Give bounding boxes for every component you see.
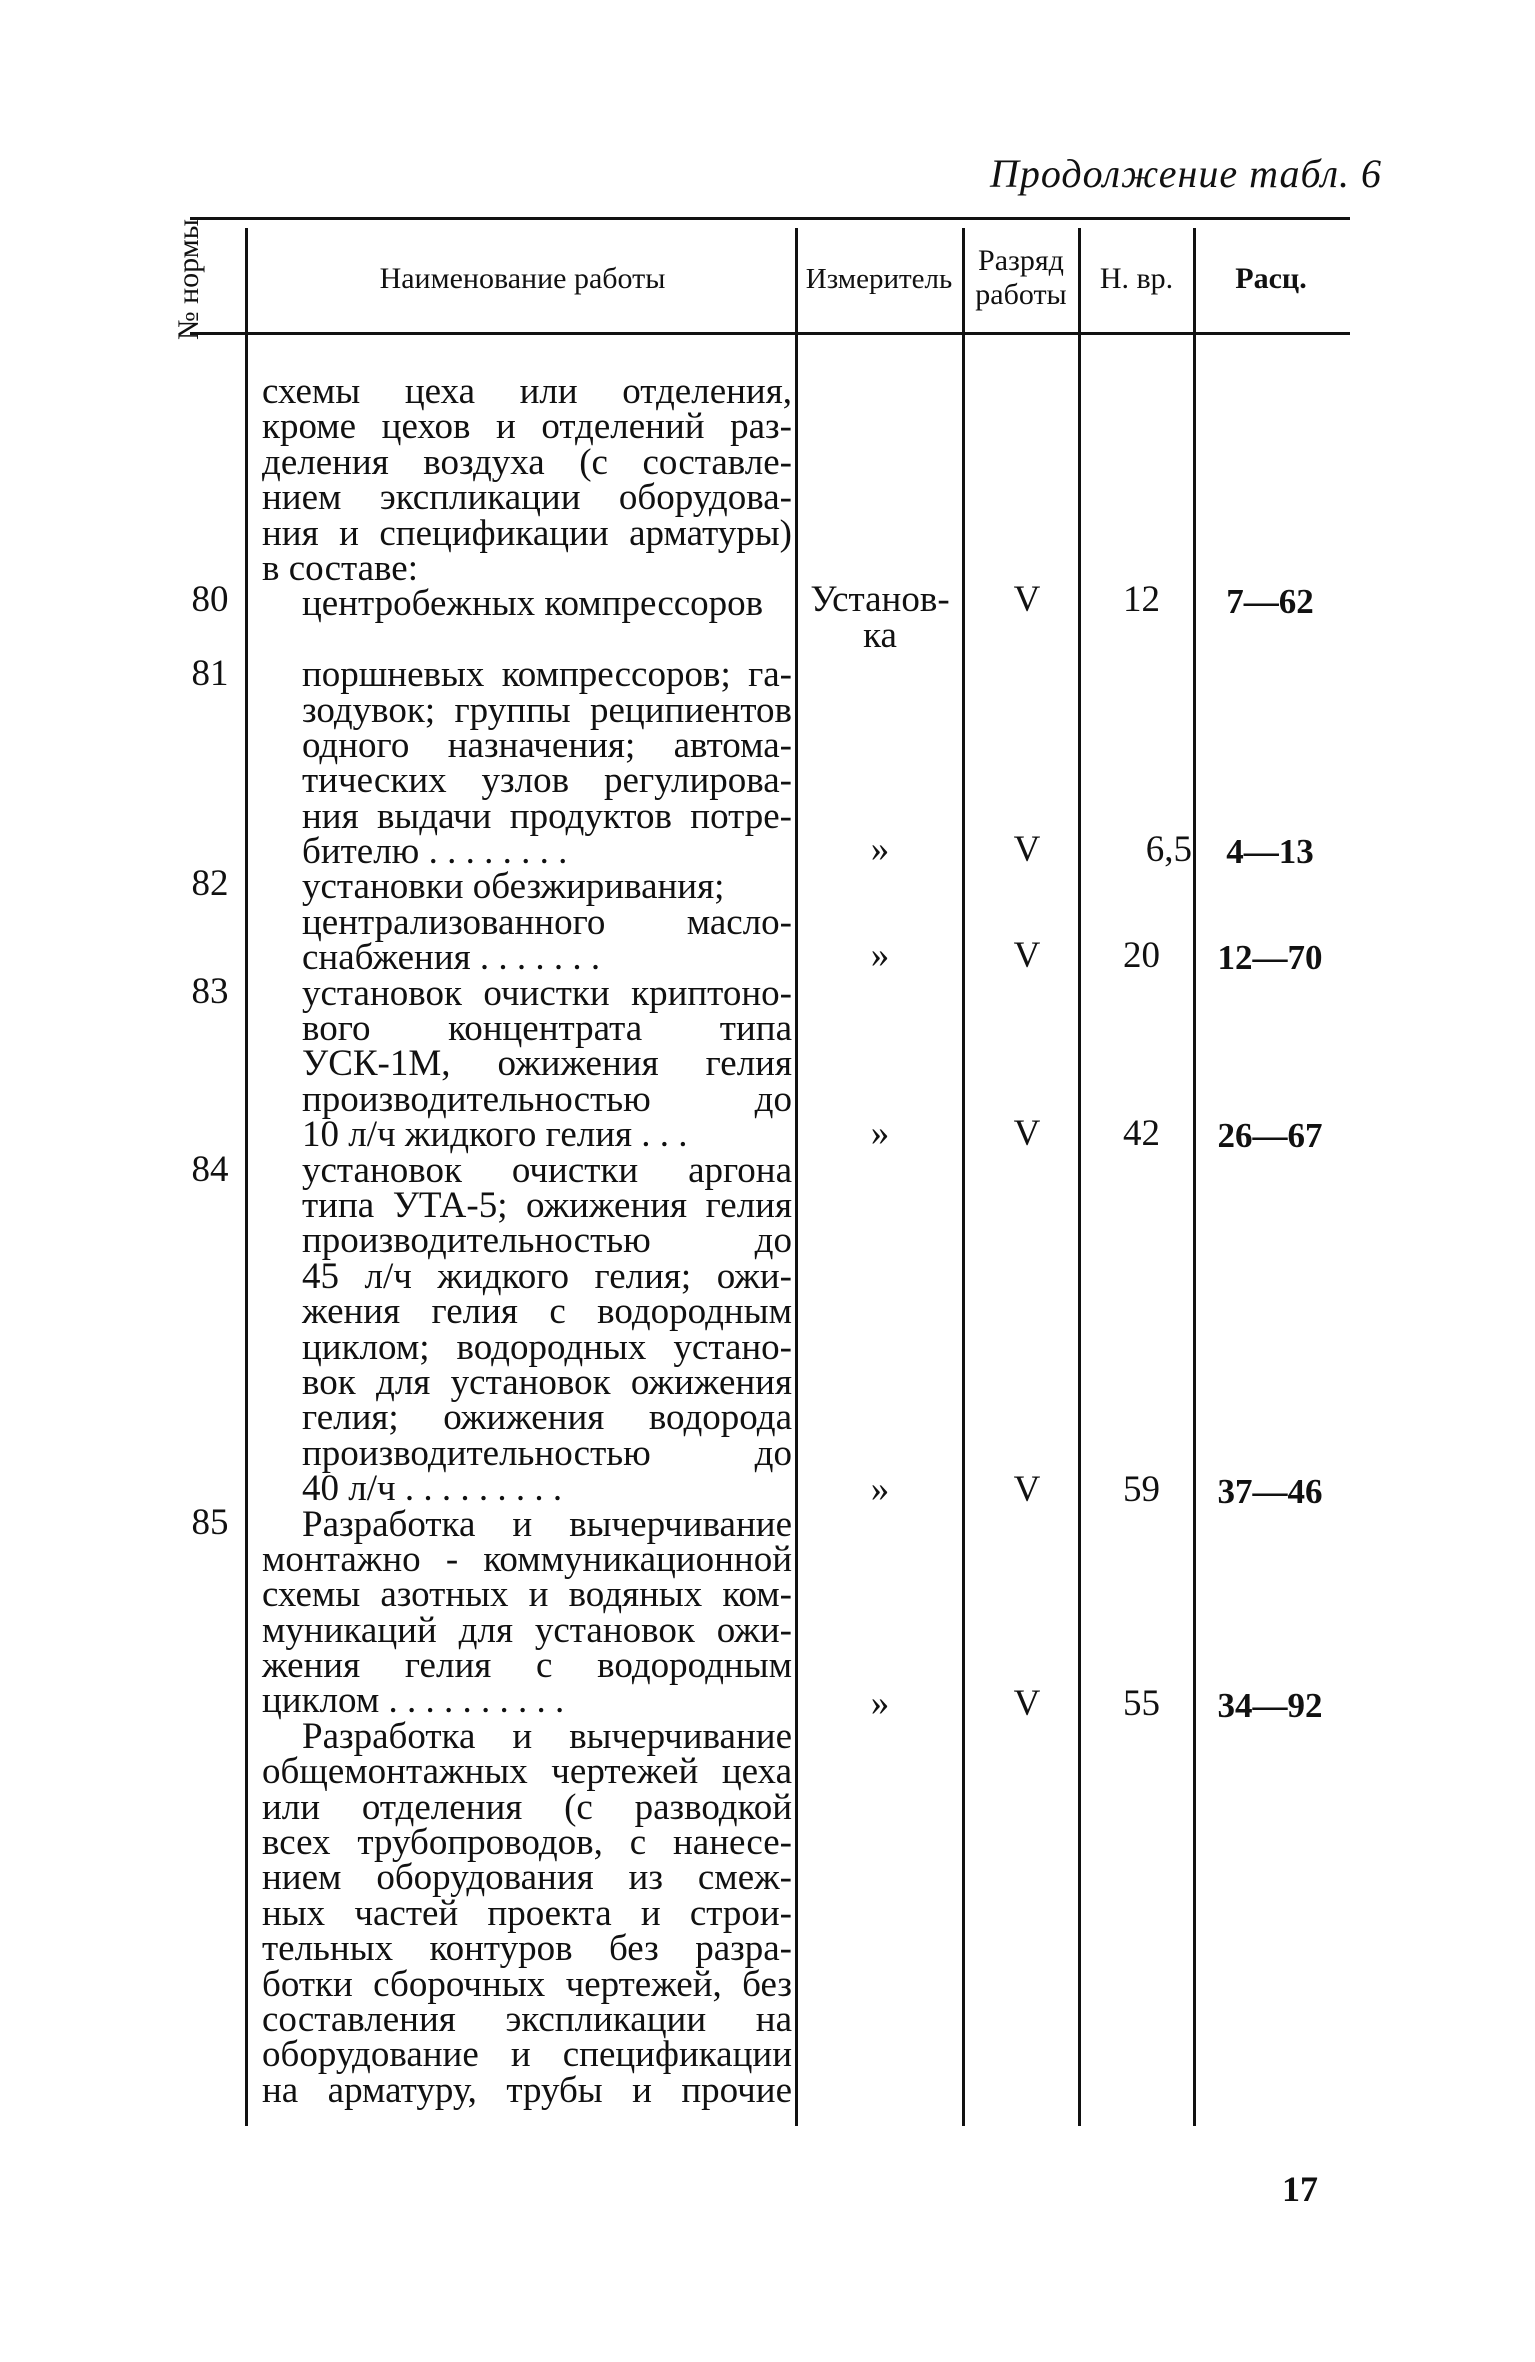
row-81-rate: 4—13 <box>1226 832 1314 871</box>
row-85-text: Разработка и вычерчивание монтажно - коммуникационной схемы азотных и водяных ком- муникаций для установок ожи- жения гелия с водородным циклом . . . . . . . . . . <box>262 1503 792 1722</box>
row-82-rate: 12—70 <box>1217 938 1323 977</box>
row-85-rate: 34—92 <box>1217 1686 1323 1725</box>
row-83-hours: 42 <box>1123 1113 1160 1154</box>
column-divider-hours <box>1193 228 1196 2126</box>
header-bottom-rule <box>190 332 1350 335</box>
page-number: 17 <box>1282 2169 1318 2209</box>
row-82-text: установки обезжиривания; централизованного масло- снабжения . . . . . . . <box>302 866 792 979</box>
row-84-hours: 59 <box>1123 1469 1160 1510</box>
table-caption: Продолжение табл. 6 <box>990 151 1383 196</box>
row-81-measure: » <box>870 829 890 870</box>
header-hours: Н. вр. <box>1099 262 1174 295</box>
row-84-text: установок очистки аргона типа УТА-5; ожижения гелия производительностью до 45 л/ч жидкого гелия; ожи- жения гелия с водородным циклом; водородных устано- вок для установок ожижения гелия; ожижения водорода производительностью до 40 л/ч . . . . . . . . . <box>302 1149 792 1510</box>
header-measure: Измеритель <box>805 263 953 295</box>
row-85-hours: 55 <box>1123 1683 1160 1724</box>
row-80-number: 80 <box>191 579 229 620</box>
row-81-number: 81 <box>191 653 229 694</box>
row-81-text: поршневых компрессоров; га- зодувок; группы реципиентов одного назначения; автома- тических узлов регулирова- ния выдачи продуктов потре- бителю . . . . . . . . <box>302 654 792 873</box>
row-83-measure: » <box>870 1113 890 1154</box>
column-divider-measure <box>962 228 965 2126</box>
table-top-rule <box>190 217 1350 220</box>
row-83-grade: V <box>1013 1113 1041 1154</box>
header-work-name: Наименование работы <box>379 262 666 295</box>
row-82-hours: 20 <box>1123 935 1160 976</box>
row-80-grade: V <box>1013 579 1041 620</box>
column-divider-grade <box>1078 228 1081 2126</box>
final-text: Разработка и вычерчивание общемонтажных чертежей цеха или отделения (с разводкой всех трубопроводов, с нанесе- нием оборудования из смеж- ных частей проекта и строи- тельных контуров без разра- ботки сборочных чертежей, без составления экспликации на оборудование и спецификации на арматуру, трубы и прочие <box>262 1715 792 2111</box>
column-divider-num <box>245 228 248 2126</box>
row-82-number: 82 <box>191 863 229 904</box>
column-divider-name <box>795 228 798 2126</box>
row-81-grade: V <box>1013 829 1041 870</box>
row-84-rate: 37—46 <box>1217 1472 1323 1511</box>
row-80-hours: 12 <box>1123 579 1160 620</box>
row-82-measure: » <box>870 935 890 976</box>
row-83-text: установок очистки криптоно- вого концентрата типа УСК-1М, ожижения гелия производительностью до 10 л/ч жидкого гелия . . . <box>302 972 792 1156</box>
row-80-rate: 7—62 <box>1226 582 1314 621</box>
row-83-number: 83 <box>191 971 229 1012</box>
row-82-grade: V <box>1013 935 1041 976</box>
row-85-number: 85 <box>191 1502 229 1543</box>
row-81-hours: 6,5 <box>1145 829 1192 870</box>
header-rate: Расц. <box>1235 262 1307 295</box>
row-80-measure: Установ- ка <box>810 579 950 656</box>
row-80-text: центробежных компрессоров <box>302 583 764 625</box>
row-84-measure: » <box>870 1469 890 1510</box>
intro-lines: схемы цеха или отделения, кроме цехов и отделений раз- деления воздуха (с составле- нием экспликации оборудова- ния и спецификации арматуры) в составе: <box>262 371 792 589</box>
header-grade: Разряд работы <box>975 244 1067 311</box>
row-84-grade: V <box>1013 1469 1041 1510</box>
row-83-rate: 26—67 <box>1217 1116 1323 1155</box>
work-description <box>262 371 792 2111</box>
row-85-measure: » <box>870 1683 890 1724</box>
row-85-grade: V <box>1013 1683 1041 1724</box>
header-norm-number: № нормы <box>172 219 205 340</box>
row-84-number: 84 <box>191 1149 229 1190</box>
